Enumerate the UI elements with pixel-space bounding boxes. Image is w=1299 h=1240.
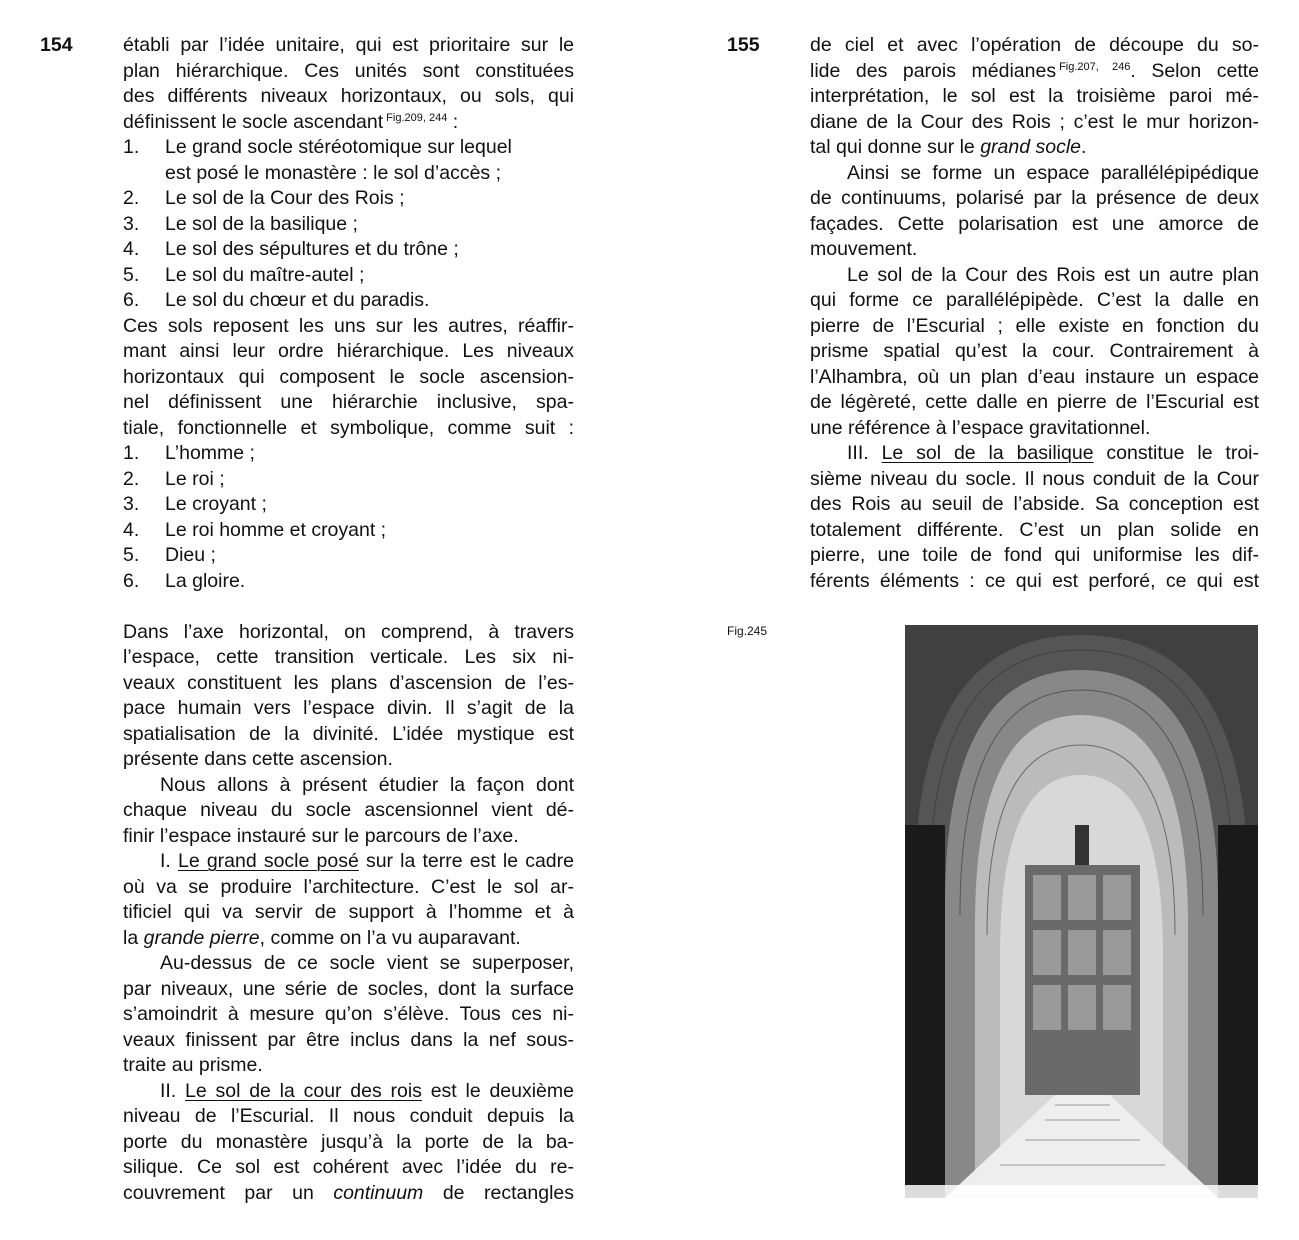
text-line xyxy=(123,314,574,340)
text-line xyxy=(123,773,574,799)
text-line xyxy=(123,926,574,952)
list-item xyxy=(123,467,574,493)
text-run: férents éléments : ce qui est perforé, ce qui est xyxy=(810,569,1259,592)
text-run: façades. Cette polarisation est une amorce de xyxy=(810,212,1259,235)
text-run: tal qui donne sur le xyxy=(810,136,981,158)
text-line xyxy=(810,84,1259,110)
text-line xyxy=(123,161,574,187)
text-run: pierre, une toile de fond qui uniformise les dif- xyxy=(810,544,1259,566)
text-run: totalement différente. C’est un plan solide en xyxy=(810,518,1259,541)
text-line xyxy=(810,492,1259,518)
text-line xyxy=(123,977,574,1003)
list-number: 1. xyxy=(123,442,140,464)
text-run: tiale, fonctionnelle et symbolique, comme suit : xyxy=(123,416,574,439)
underlined-heading: Le sol de la basilique xyxy=(881,442,1094,464)
page-number-left: 154 xyxy=(40,34,73,56)
text-run: Le sol des sépultures et du trône ; xyxy=(165,238,459,260)
text-run: établi par l’idée unitaire, qui est prioritaire sur le xyxy=(123,34,574,56)
text-run: veaux constituent les plans d’ascension de l’es- xyxy=(123,671,574,694)
text-run: diane de la Cour des Rois ; c’est le mur horizon- xyxy=(810,110,1259,133)
text-line xyxy=(123,1079,574,1105)
text-line xyxy=(123,849,574,875)
text-run: des différents niveaux horizontaux, ou sols, qui xyxy=(123,85,574,107)
text-line xyxy=(810,33,1259,59)
text-line xyxy=(810,569,1259,595)
text-line xyxy=(123,900,574,926)
text-run: II. xyxy=(160,1079,186,1102)
list-number: 3. xyxy=(123,212,140,235)
list-item xyxy=(123,186,574,212)
text-line xyxy=(123,1104,574,1130)
list-number: 3. xyxy=(123,493,140,515)
list-item xyxy=(123,492,574,518)
text-run: Le sol du maître-autel ; xyxy=(165,263,365,286)
list-number: 1. xyxy=(123,136,140,158)
text-line xyxy=(810,288,1259,314)
text-line xyxy=(123,84,574,110)
text-run: Le roi homme et croyant ; xyxy=(165,518,387,541)
text-run: une référence à l’espace gravitationnel. xyxy=(810,416,1151,439)
text-line xyxy=(810,212,1259,238)
text-run: de ciel et avec l’opération de découpe du so- xyxy=(810,34,1259,56)
text-line xyxy=(123,416,574,442)
text-run: constitue le troi- xyxy=(1093,442,1259,464)
text-run: Ces sols reposent les uns sur les autres, réaffir- xyxy=(123,314,574,337)
text-run: qui forme ce parallélépipède. C’est la dalle en xyxy=(810,289,1259,311)
text-run: mant ainsi leur ordre hiérarchique. Les niveaux xyxy=(123,340,574,362)
text-line xyxy=(123,696,574,722)
text-run: Dans l’axe horizontal, on comprend, à travers xyxy=(123,620,574,643)
text-line xyxy=(810,110,1259,136)
list-number: 4. xyxy=(123,518,140,541)
text-run: : xyxy=(447,110,459,133)
text-run: l’espace, cette transition verticale. Les six ni- xyxy=(123,646,574,668)
text-run: veaux finissent par être inclus dans la nef sous- xyxy=(123,1028,574,1051)
text-run: traite au prisme. xyxy=(123,1054,263,1076)
left-page-text xyxy=(123,33,574,1206)
text-line xyxy=(810,339,1259,365)
text-line xyxy=(123,110,574,136)
text-line xyxy=(810,237,1259,263)
text-line xyxy=(123,1002,574,1028)
text-run: prisme spatial qu’est la cour. Contrairement à xyxy=(810,340,1259,362)
text-line xyxy=(123,645,574,671)
text-line xyxy=(123,1155,574,1181)
text-run: la xyxy=(123,926,144,949)
figure-reference: Fig.207, 246 xyxy=(1059,60,1131,73)
text-run: finir l’espace instauré sur le parcours de l’axe. xyxy=(123,824,519,847)
text-line xyxy=(810,59,1259,85)
text-run: de continuums, polarisé par la présence de deux xyxy=(810,187,1259,209)
text-run: par niveaux, une série de socles, dont la surface xyxy=(123,977,574,1000)
text-run: . xyxy=(1081,136,1087,158)
text-run: Le grand socle stéréotomique sur lequel xyxy=(165,136,512,158)
text-run: de légèreté, cette dalle en pierre de l’Escurial est xyxy=(810,391,1259,413)
italic-text: continuum xyxy=(333,1181,424,1204)
text-run: L’homme ; xyxy=(165,442,255,464)
text-run: est posé le monastère : le sol d’accès ; xyxy=(165,161,502,184)
text-line xyxy=(123,1130,574,1156)
text-run: lide des parois médianes xyxy=(810,59,1057,82)
underlined-heading: Le grand socle posé xyxy=(177,850,359,872)
list-number: 5. xyxy=(123,544,140,566)
text-line xyxy=(123,875,574,901)
text-line xyxy=(123,339,574,365)
text-run: l’Alhambra, où un plan d’eau instaure un espace xyxy=(810,365,1259,388)
text-line xyxy=(810,161,1259,187)
text-run: nel définissent une hiérarchie inclusive, spa- xyxy=(123,391,574,413)
text-line xyxy=(810,467,1259,493)
list-number: 2. xyxy=(123,467,140,490)
text-run: niveau de l’Escurial. Il nous conduit depuis la xyxy=(123,1105,574,1127)
text-run: où va se produire l’architecture. C’est le sol ar- xyxy=(123,875,574,898)
italic-text: grande pierre xyxy=(143,926,260,949)
text-run: porte du monastère jusqu’à la porte de la ba- xyxy=(123,1130,574,1153)
text-run: plan hiérarchique. Ces unités sont constituées xyxy=(123,59,574,82)
text-run: de rectangles xyxy=(423,1181,574,1204)
list-item xyxy=(123,569,574,595)
text-run: sième niveau du socle. Il nous conduit de la Cour xyxy=(810,467,1259,490)
text-line xyxy=(123,59,574,85)
text-run: interprétation, le sol est la troisième paroi mé- xyxy=(810,85,1259,107)
figure-reference: Fig.209, 244 xyxy=(386,111,448,124)
italic-text: grand socle xyxy=(980,136,1082,158)
text-run: III. xyxy=(847,442,882,464)
text-run: horizontaux qui composent le socle ascension- xyxy=(123,365,574,388)
text-line xyxy=(123,747,574,773)
text-run: I. xyxy=(160,850,178,872)
text-run: silique. Ce sol est cohérent avec l’idée du re- xyxy=(123,1156,574,1178)
text-line xyxy=(123,824,574,850)
text-run: chaque niveau du socle ascensionnel vient dé- xyxy=(123,799,574,821)
text-run: Le sol du chœur et du paradis. xyxy=(165,289,430,311)
text-line xyxy=(810,314,1259,340)
text-line xyxy=(123,390,574,416)
list-number: 6. xyxy=(123,569,140,592)
text-run: définissent le socle ascendant xyxy=(123,110,384,133)
list-item xyxy=(123,518,574,544)
text-run: pierre de l’Escurial ; elle existe en fonction du xyxy=(810,314,1259,337)
text-run: spatialisation de la divinité. L’idée mystique est xyxy=(123,722,574,745)
text-run: Ainsi se forme un espace parallélépipédique xyxy=(847,161,1259,184)
list-item xyxy=(123,441,574,467)
text-line xyxy=(810,390,1259,416)
list-item xyxy=(123,263,574,289)
text-line xyxy=(123,594,574,620)
text-run: Le sol de la basilique ; xyxy=(165,212,358,235)
list-item xyxy=(123,212,574,238)
text-line xyxy=(810,263,1259,289)
text-run: est le deuxième xyxy=(421,1079,574,1102)
text-line xyxy=(810,441,1259,467)
text-line xyxy=(123,951,574,977)
list-number: 4. xyxy=(123,238,140,260)
text-run: Le croyant ; xyxy=(165,493,267,515)
list-item xyxy=(123,135,574,161)
list-item xyxy=(123,543,574,569)
text-run: pace humain vers l’espace divin. Il s’agit de la xyxy=(123,697,574,719)
text-run: Nous allons à présent étudier la façon dont xyxy=(160,773,574,796)
list-number: 5. xyxy=(123,263,140,286)
text-line xyxy=(123,722,574,748)
text-run: . Selon cette xyxy=(1130,59,1260,82)
text-run: Au-dessus de ce socle vient se superposer, xyxy=(160,952,574,974)
text-run: mouvement. xyxy=(810,238,918,260)
text-line xyxy=(123,671,574,697)
text-run: Le sol de la Cour des Rois ; xyxy=(165,187,405,209)
text-run: couvrement par un xyxy=(123,1181,334,1204)
list-item xyxy=(123,288,574,314)
text-run: , comme on l’a vu auparavant. xyxy=(259,926,521,949)
figure-basilica-engraving xyxy=(905,625,1258,1198)
text-run: s’amoindrit à mesure qu’on s’élève. Tous ces ni- xyxy=(123,1003,574,1025)
text-line xyxy=(810,518,1259,544)
list-item xyxy=(123,237,574,263)
page-number-right: 155 xyxy=(727,34,760,56)
right-page-text xyxy=(810,33,1259,594)
text-line xyxy=(810,135,1259,161)
list-number: 6. xyxy=(123,289,140,311)
text-line xyxy=(810,365,1259,391)
text-run: Dieu ; xyxy=(165,544,216,566)
text-run: Le roi ; xyxy=(165,467,225,490)
underlined-heading: Le sol de la cour des rois xyxy=(185,1079,422,1102)
text-line xyxy=(123,365,574,391)
text-line xyxy=(123,620,574,646)
text-run: tificiel qui va servir de support à l’homme et à xyxy=(123,901,574,923)
text-line xyxy=(123,1181,574,1207)
text-line xyxy=(123,798,574,824)
text-line xyxy=(810,543,1259,569)
list-number: 2. xyxy=(123,187,140,209)
text-line xyxy=(123,1053,574,1079)
text-run: La gloire. xyxy=(165,569,246,592)
text-run: Le sol de la Cour des Rois est un autre plan xyxy=(847,263,1259,286)
text-line xyxy=(123,33,574,59)
figure-label: Fig.245 xyxy=(727,624,768,638)
text-run: présente dans cette ascension. xyxy=(123,748,393,770)
text-line xyxy=(810,186,1259,212)
text-run: des Rois au seuil de l’abside. Sa conception est xyxy=(810,493,1259,515)
text-line xyxy=(123,1028,574,1054)
basilica-nave-illustration xyxy=(905,625,1258,1198)
text-run: sur la terre est le cadre xyxy=(358,850,574,872)
text-line xyxy=(810,416,1259,442)
